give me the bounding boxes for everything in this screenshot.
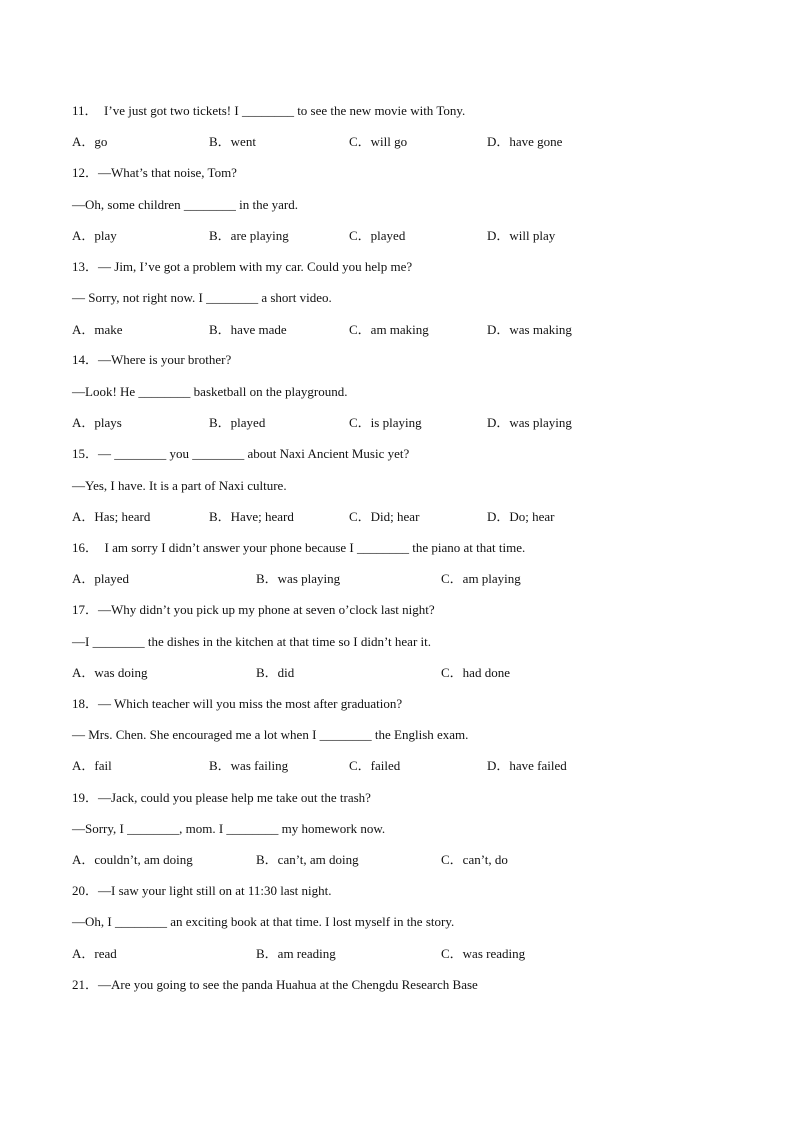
question-number: 20． [72, 883, 99, 898]
question-17-response: —I ________ the dishes in the kitchen at that time so I didn’t hear it. [72, 634, 431, 649]
question-15-stem [72, 446, 409, 462]
question-number: 13． [72, 259, 99, 274]
question-text: — ________ you ________ about Naxi Ancient Music yet? [98, 446, 410, 461]
question-number: 17． [72, 602, 99, 617]
question-text: —Jack, could you please help me take out the trash? [98, 790, 371, 805]
question-12-stem [72, 165, 237, 181]
question-16-option-b: B．was playing [256, 571, 341, 586]
question-text: — Which teacher will you miss the most after graduation? [98, 696, 403, 711]
question-11-stem [72, 103, 465, 119]
question-15-option-b: B．Have; heard [209, 509, 294, 524]
question-17-stem [72, 602, 435, 618]
question-12-option-d: D．will play [487, 228, 556, 243]
question-17-option-c: C．had done [441, 665, 510, 680]
question-20-response: —Oh, I ________ an exciting book at that time. I lost myself in the story. [72, 914, 455, 929]
question-number: 21． [72, 977, 99, 992]
question-15-option-a: A．Has; heard [72, 509, 151, 524]
question-18-option-a: A．fail [72, 758, 112, 773]
question-12-option-c: C．played [349, 228, 406, 243]
question-12-response: —Oh, some children ________ in the yard. [72, 197, 299, 212]
question-19-option-c: C．can’t, do [441, 852, 508, 867]
question-13-option-d: D．was making [487, 322, 572, 337]
question-15-option-c: C．Did; hear [349, 509, 420, 524]
question-14-response: —Look! He ________ basketball on the playground. [72, 384, 348, 399]
question-16-option-c: C．am playing [441, 571, 521, 586]
question-15-response: —Yes, I have. It is a part of Naxi culture. [72, 478, 287, 493]
question-18-option-b: B．was failing [209, 758, 289, 773]
question-number: 18． [72, 696, 99, 711]
question-text: I am sorry I didn’t answer your phone because I ________ the piano at that time. [98, 540, 526, 555]
question-20-option-c: C．was reading [441, 946, 526, 961]
question-19-option-b: B．can’t, am doing [256, 852, 359, 867]
question-19-response: —Sorry, I ________, mom. I ________ my homework now. [72, 821, 386, 836]
question-14-option-c: C．is playing [349, 415, 422, 430]
question-21-stem [72, 977, 478, 993]
question-18-response: — Mrs. Chen. She encouraged me a lot when I ________ the English exam. [72, 727, 469, 742]
question-text: —What’s that noise, Tom? [98, 165, 237, 180]
question-17-option-b: B．did [256, 665, 295, 680]
question-11-option-d: D．have gone [487, 134, 563, 149]
question-number: 12． [72, 165, 99, 180]
question-15-option-d: D．Do; hear [487, 509, 555, 524]
question-number: 11． [72, 103, 98, 118]
question-19-option-a: A．couldn’t, am doing [72, 852, 193, 867]
question-number: 14． [72, 352, 99, 367]
question-14-option-d: D．was playing [487, 415, 572, 430]
question-20-option-b: B．am reading [256, 946, 336, 961]
question-18-option-c: C．failed [349, 758, 401, 773]
question-14-option-a: A．plays [72, 415, 122, 430]
question-text: —Why didn’t you pick up my phone at seven o’clock last night? [98, 602, 435, 617]
question-text: I’ve just got two tickets! I ________ to see the new movie with Tony. [97, 103, 466, 118]
question-number: 16． [72, 540, 99, 555]
question-13-stem [72, 259, 412, 275]
question-16-stem [72, 540, 525, 556]
question-11-option-c: C．will go [349, 134, 408, 149]
question-11-option-b: B．went [209, 134, 256, 149]
question-number: 19． [72, 790, 99, 805]
question-18-option-d: D．have failed [487, 758, 567, 773]
question-19-stem [72, 790, 371, 806]
question-13-option-b: B．have made [209, 322, 287, 337]
question-18-stem [72, 696, 402, 712]
question-text: —I saw your light still on at 11:30 last night. [98, 883, 332, 898]
question-14-stem [72, 352, 231, 368]
question-number: 15． [72, 446, 99, 461]
question-text: —Where is your brother? [98, 352, 232, 367]
question-20-option-a: A．read [72, 946, 117, 961]
question-11-option-a: A．go [72, 134, 108, 149]
question-20-stem [72, 883, 332, 899]
question-14-option-b: B．played [209, 415, 266, 430]
question-12-option-b: B．are playing [209, 228, 289, 243]
question-text: — Jim, I’ve got a problem with my car. Could you help me? [98, 259, 413, 274]
question-13-option-c: C．am making [349, 322, 429, 337]
question-text: —Are you going to see the panda Huahua at the Chengdu Research Base [98, 977, 478, 992]
question-17-option-a: A．was doing [72, 665, 148, 680]
question-13-option-a: A．make [72, 322, 123, 337]
question-13-response: — Sorry, not right now. I ________ a short video. [72, 290, 332, 305]
question-12-option-a: A．play [72, 228, 117, 243]
question-16-option-a: A．played [72, 571, 130, 586]
